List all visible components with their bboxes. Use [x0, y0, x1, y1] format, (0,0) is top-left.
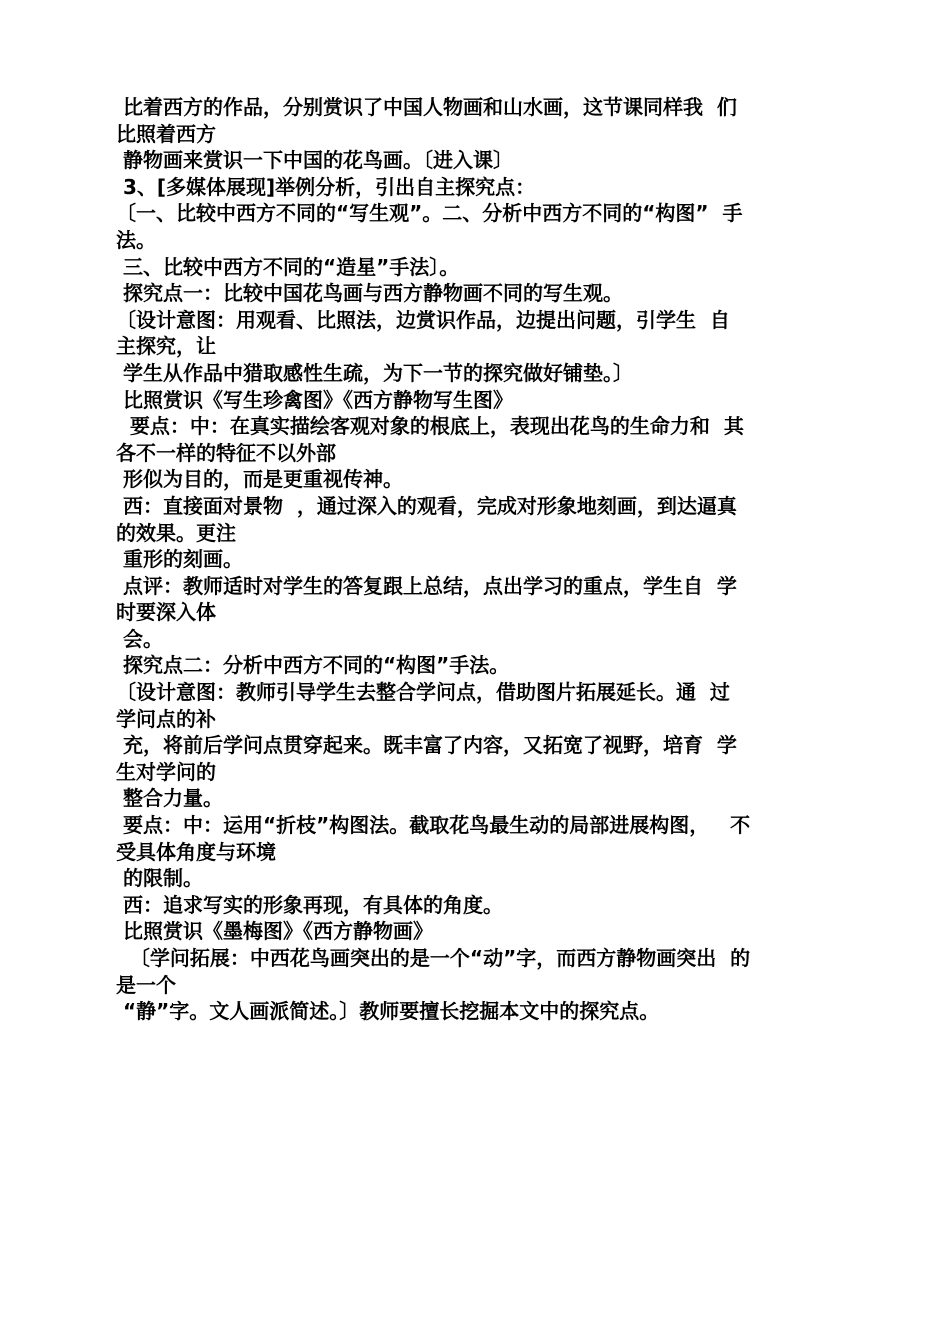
text-line: 探究点一：比较中国花鸟画与西方静物画不同的写生观。 — [116, 281, 623, 306]
text-line: 探究点二：分析中西方不同的“构图”手法。 — [116, 653, 510, 678]
text-line: 〔设计意图：用观看、比照法，边赏识作品，边提出问题，引学生 自 — [116, 307, 730, 332]
text-line: 西：直接面对景物 ，通过深入的观看，完成对形象地刻画，到达逼真 — [116, 493, 737, 518]
text-line: 点评：教师适时对学生的答复跟上总结，点出学习的重点，学生自 学 — [116, 573, 737, 598]
text-line: 〔设计意图：教师引导学生去整合学问点，借助图片拓展延长。通 过 — [116, 680, 730, 705]
text-line: 会。 — [116, 626, 163, 651]
text-line: 是一个 — [116, 972, 176, 997]
text-line: 的效果。更注 — [116, 520, 236, 545]
text-line: 比照着西方 — [116, 121, 216, 146]
text-line: 主探究，让 — [116, 334, 216, 359]
text-line: 形似为目的，而是更重视传神。 — [116, 467, 403, 492]
document-body — [116, 94, 826, 1025]
text-line: 充，将前后学问点贯穿起来。既丰富了内容，又拓宽了视野，培育 学 — [116, 733, 737, 758]
text-line: 〔学问拓展：中西花鸟画突出的是一个“动”字，而西方静物画突出 的 — [116, 946, 751, 970]
text-line: 〔一、比较中西方不同的“写生观”。二、分析中西方不同的“构图” 手 — [116, 201, 743, 226]
text-line: 三、比较中西方不同的“造星”手法〕。 — [116, 254, 460, 279]
text-line: “静”字。文人画派简述。〕教师要擅长挖掘本文中的探究点。 — [116, 999, 660, 1024]
text-line: 整合力量。 — [116, 786, 223, 811]
text-line: 时要深入体 — [116, 600, 216, 625]
text-line: 受具体角度与环境 — [116, 839, 276, 864]
text-line: 法。 — [116, 227, 156, 252]
text-line: 的限制。 — [116, 866, 203, 891]
text-line: 3、[多媒体展现]举例分析，引出自主探究点： — [116, 174, 536, 199]
text-line: 学问点的补 — [116, 706, 216, 731]
text-line: 比照赏识《写生珍禽图》《西方静物写生图》 — [116, 387, 513, 412]
text-line: 比照赏识《墨梅图》《西方静物画》 — [116, 919, 433, 944]
text-line: 学生从作品中猎取感性生疏，为下一节的探究做好铺垫。〕 — [116, 360, 633, 385]
text-line: 要点：中：在真实描绘客观对象的根底上，表现出花鸟的生命力和 其 — [116, 414, 744, 439]
text-line: 比着西方的作品，分别赏识了中国人物画和山水画，这节课同样我 们 — [116, 95, 737, 119]
text-line: 各不一样的特征不以外部 — [116, 440, 336, 465]
text-line: 重形的刻画。 — [116, 547, 243, 572]
text-line: 静物画来赏识一下中国的花鸟画。〔进入课〕 — [116, 148, 513, 173]
text-line: 要点：中：运用“折枝”构图法。截取花鸟最生动的局部进展构图， 不 — [116, 813, 751, 838]
text-line: 生对学问的 — [116, 759, 216, 784]
text-line: 西：追求写实的形象再现，有具体的角度。 — [116, 892, 503, 917]
